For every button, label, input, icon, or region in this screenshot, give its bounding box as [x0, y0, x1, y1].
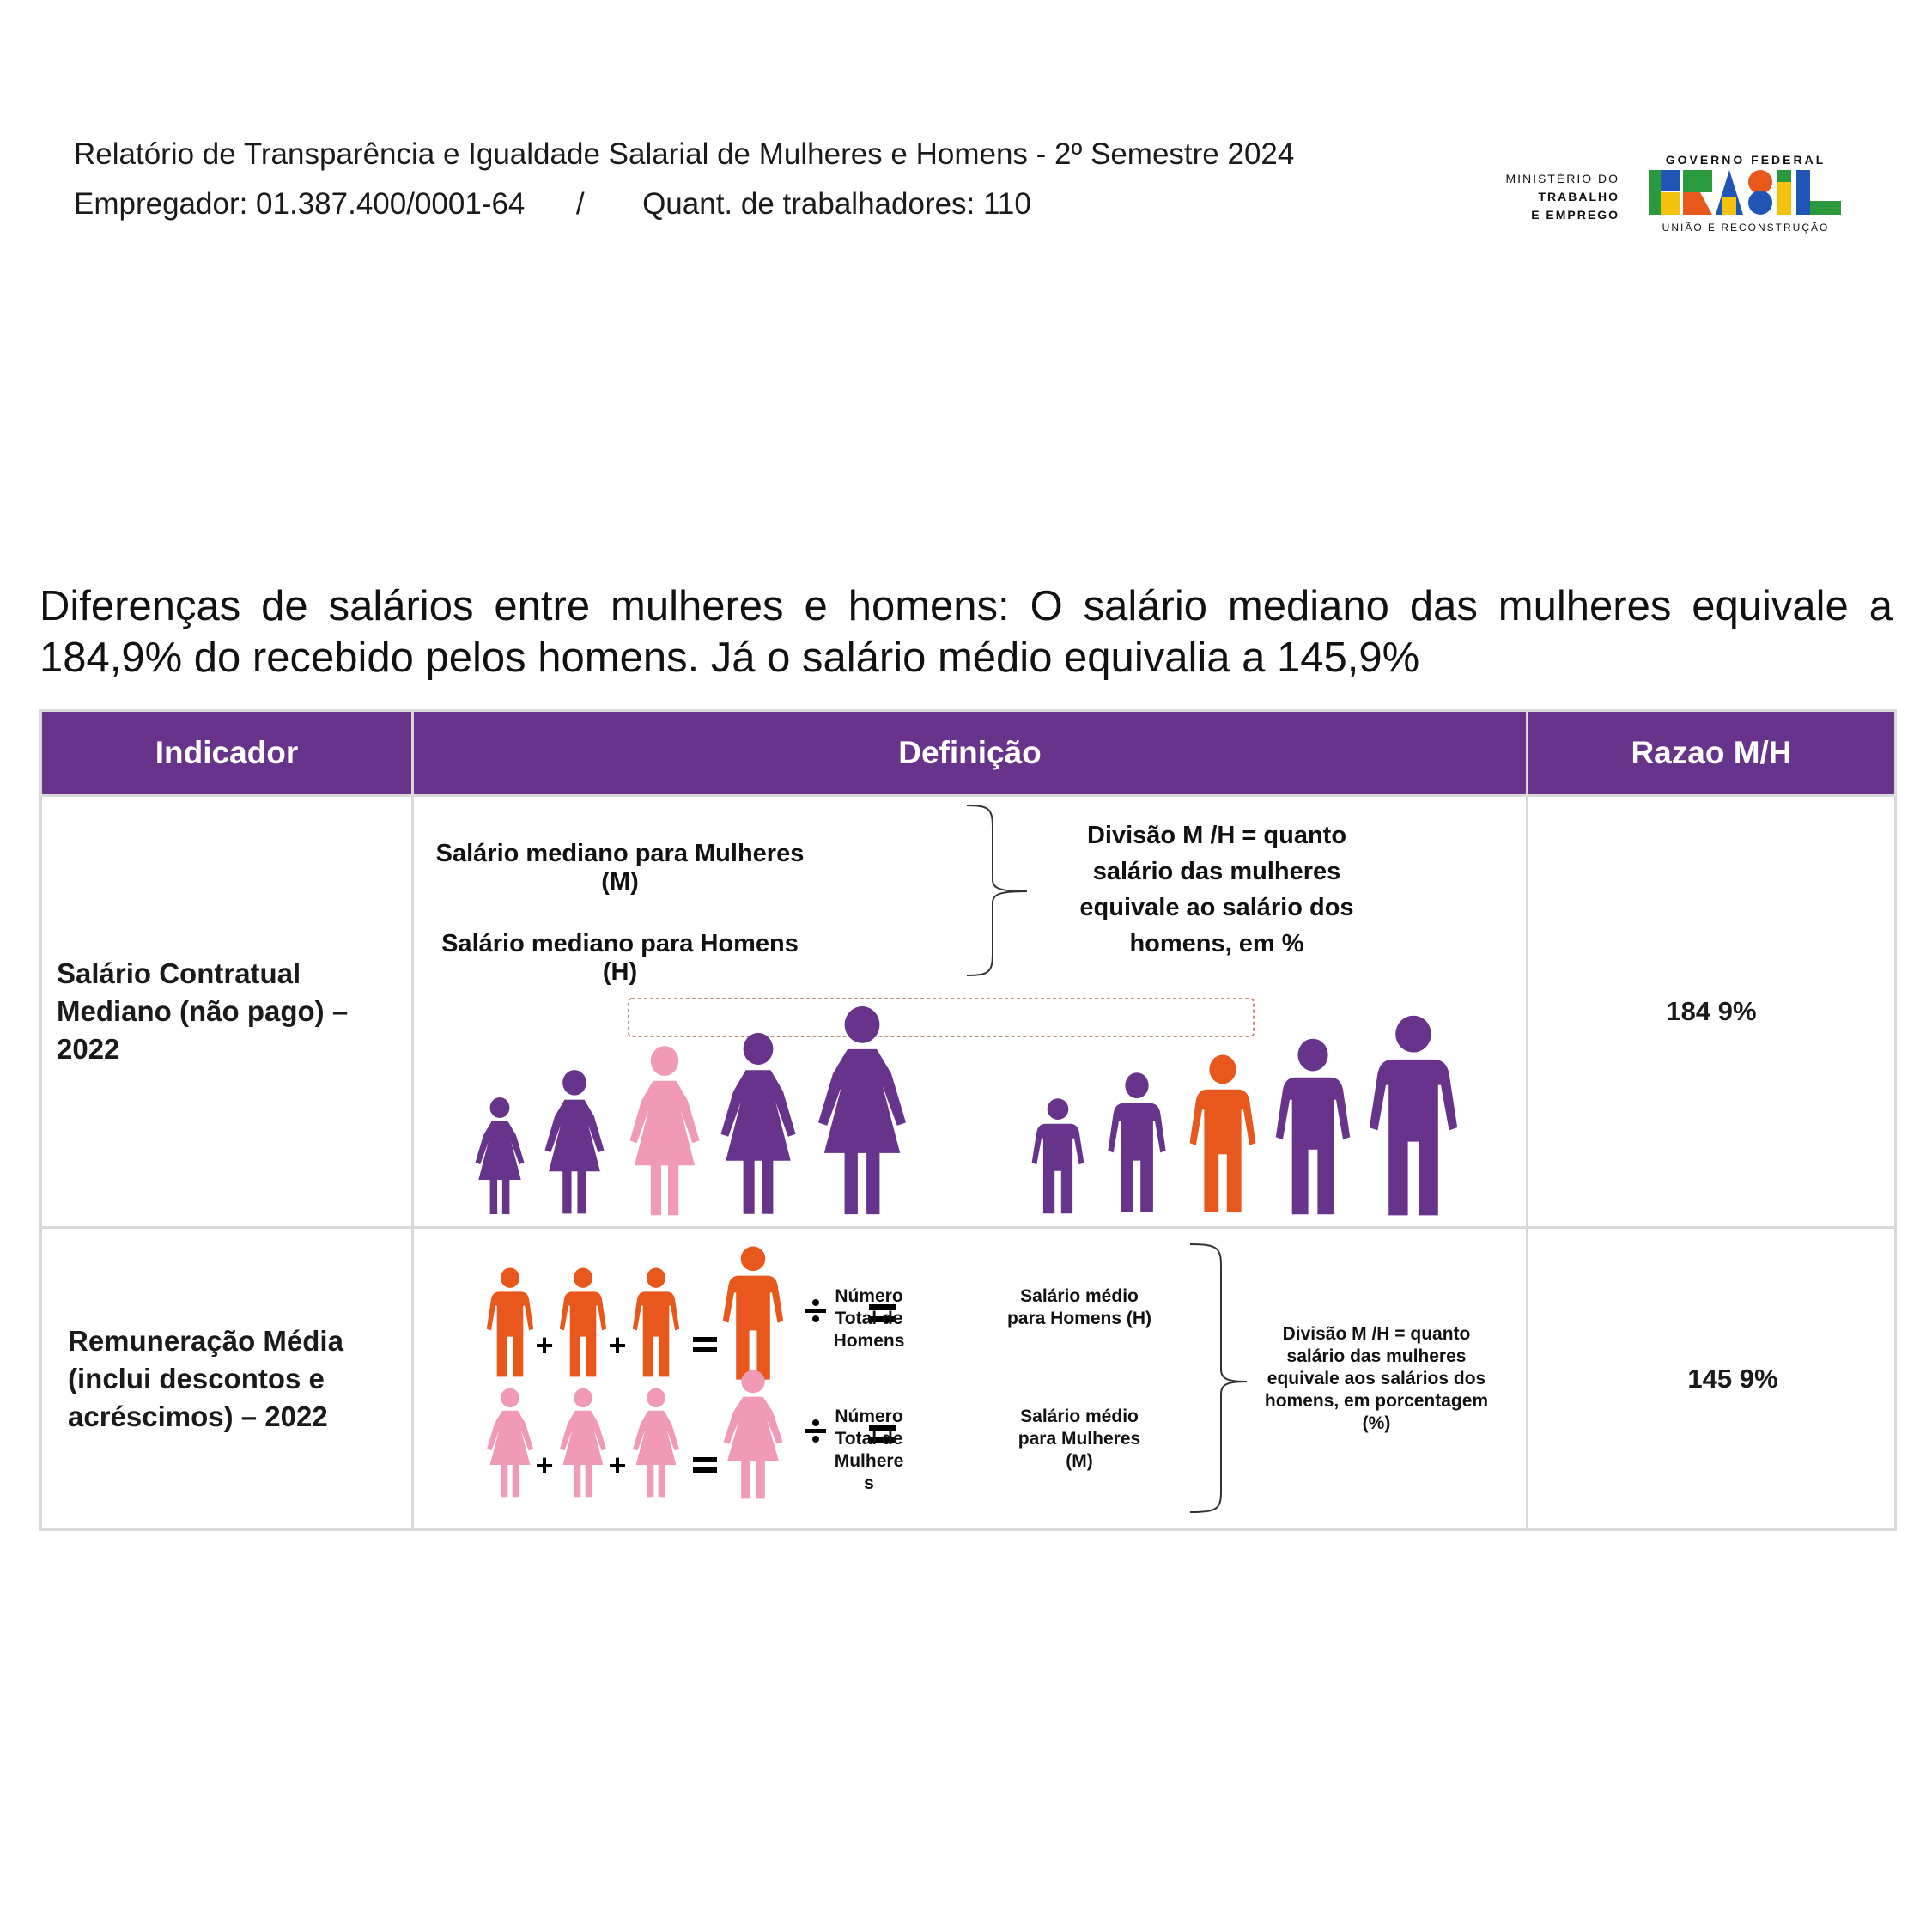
woman-figure-avg-2 — [560, 1388, 606, 1497]
plus-icon: + — [608, 1327, 627, 1363]
man-figure-5 — [1370, 1016, 1457, 1216]
employer-info — [74, 187, 1031, 222]
woman-figure-2 — [545, 1070, 605, 1213]
ministry-logo — [1460, 170, 1619, 224]
ministry-line3: E EMPREGO — [1531, 208, 1619, 222]
man-figure-1 — [1032, 1098, 1084, 1213]
indicator-median: Salário Contratual Mediano (não pago) – 2022 — [57, 957, 349, 1065]
total-women-line1: Número Total de Mulhere — [834, 1406, 904, 1471]
man-figure-avg-1 — [487, 1268, 533, 1377]
woman-figure-4 — [721, 1033, 796, 1214]
col-header-razao: Razao M/H — [1528, 711, 1896, 796]
table-row — [41, 1228, 1896, 1530]
brace-icon — [963, 802, 1049, 982]
indicator-cell — [41, 1228, 413, 1530]
man-figure-avg-total — [723, 1247, 783, 1380]
total-women-line2: s — [864, 1473, 874, 1493]
indicator-cell — [41, 796, 413, 1228]
man-figure-2 — [1108, 1072, 1165, 1212]
divide-icon — [812, 1299, 819, 1306]
brace-icon — [1187, 1241, 1255, 1516]
gov-top-text: GOVERNO FEDERAL — [1665, 153, 1826, 167]
man-figure-avg-2 — [560, 1268, 606, 1377]
plus-icon: + — [535, 1448, 554, 1483]
plus-icon: + — [535, 1327, 554, 1363]
gov-bottom-text: UNIÃO E RECONSTRUÇÃO — [1662, 222, 1830, 234]
equals-icon — [693, 1457, 717, 1462]
separator: / — [575, 187, 585, 221]
ministry-line1: MINISTÉRIO DO — [1505, 172, 1619, 185]
plus-icon: + — [608, 1448, 627, 1483]
employer-id: Empregador: 01.387.400/0001-64 — [74, 187, 526, 221]
man-figure-median — [1190, 1055, 1256, 1212]
brasil-logo-icon — [1647, 167, 1844, 218]
ratio-median: 184 9% — [1666, 996, 1757, 1026]
divide-icon — [812, 1419, 819, 1426]
man-figure-4 — [1276, 1039, 1350, 1214]
median-highlight-box — [629, 999, 1254, 1036]
ratio-average: 145 9% — [1687, 1363, 1778, 1394]
total-men: Número Total de Homens — [833, 1286, 905, 1351]
table-header-row — [41, 711, 1896, 796]
woman-figure-1 — [476, 1097, 525, 1214]
total-women — [826, 1406, 912, 1495]
indicator-average: Remuneração Média (inclui descontos e acréscimos) – 2022 — [68, 1324, 343, 1432]
report-title: Relatório de Transparência e Igualdade Salarial de Mulheres e Homens - 2º Semestre 2024 — [74, 137, 1295, 171]
avg-men: Salário médio para Homens (H) — [1006, 1286, 1152, 1328]
table-row — [41, 796, 1896, 1228]
median-figures-illustration — [414, 990, 1527, 1226]
def-division-average: Divisão M /H = quanto salário das mulheres equivale aos salários dos homens, em porcentagem (%) — [1264, 1324, 1489, 1433]
avg-women: Salário médio para Mulheres (M) — [1018, 1406, 1141, 1471]
woman-figure-avg-1 — [487, 1388, 533, 1497]
gov-logo — [1647, 153, 1844, 234]
col-header-indicador: Indicador — [41, 711, 413, 796]
def-men-median: Salário mediano para Homens (H) — [441, 930, 799, 986]
ratio-cell-median — [1528, 796, 1896, 1228]
equals-icon — [693, 1337, 717, 1342]
headline: Diferenças de salários entre mulheres e homens: O salário mediano das mulheres equivale a 184,9% do recebido pelos homens. Já o salário médio equivalia a 145,9% — [39, 583, 1893, 681]
woman-figure-median — [630, 1046, 700, 1215]
ratio-cell-average — [1528, 1228, 1896, 1530]
definition-cell-median — [413, 796, 1528, 1228]
col-header-definicao: Definição — [413, 711, 1528, 796]
definition-cell-average — [413, 1228, 1528, 1530]
woman-figure-5 — [818, 1006, 906, 1214]
def-division-median: Divisão M /H = quanto salário das mulheres equivale ao salário dos homens, em % — [1079, 822, 1354, 957]
indicator-table — [39, 709, 1897, 1531]
woman-figure-avg-total — [724, 1370, 783, 1499]
def-women-median: Salário mediano para Mulheres (M) — [435, 840, 805, 896]
woman-figure-avg-3 — [633, 1388, 679, 1497]
workers-count: Quant. de trabalhadores: 110 — [642, 187, 1031, 221]
ministry-line2: TRABALHO — [1538, 190, 1619, 204]
man-figure-avg-3 — [633, 1268, 679, 1377]
